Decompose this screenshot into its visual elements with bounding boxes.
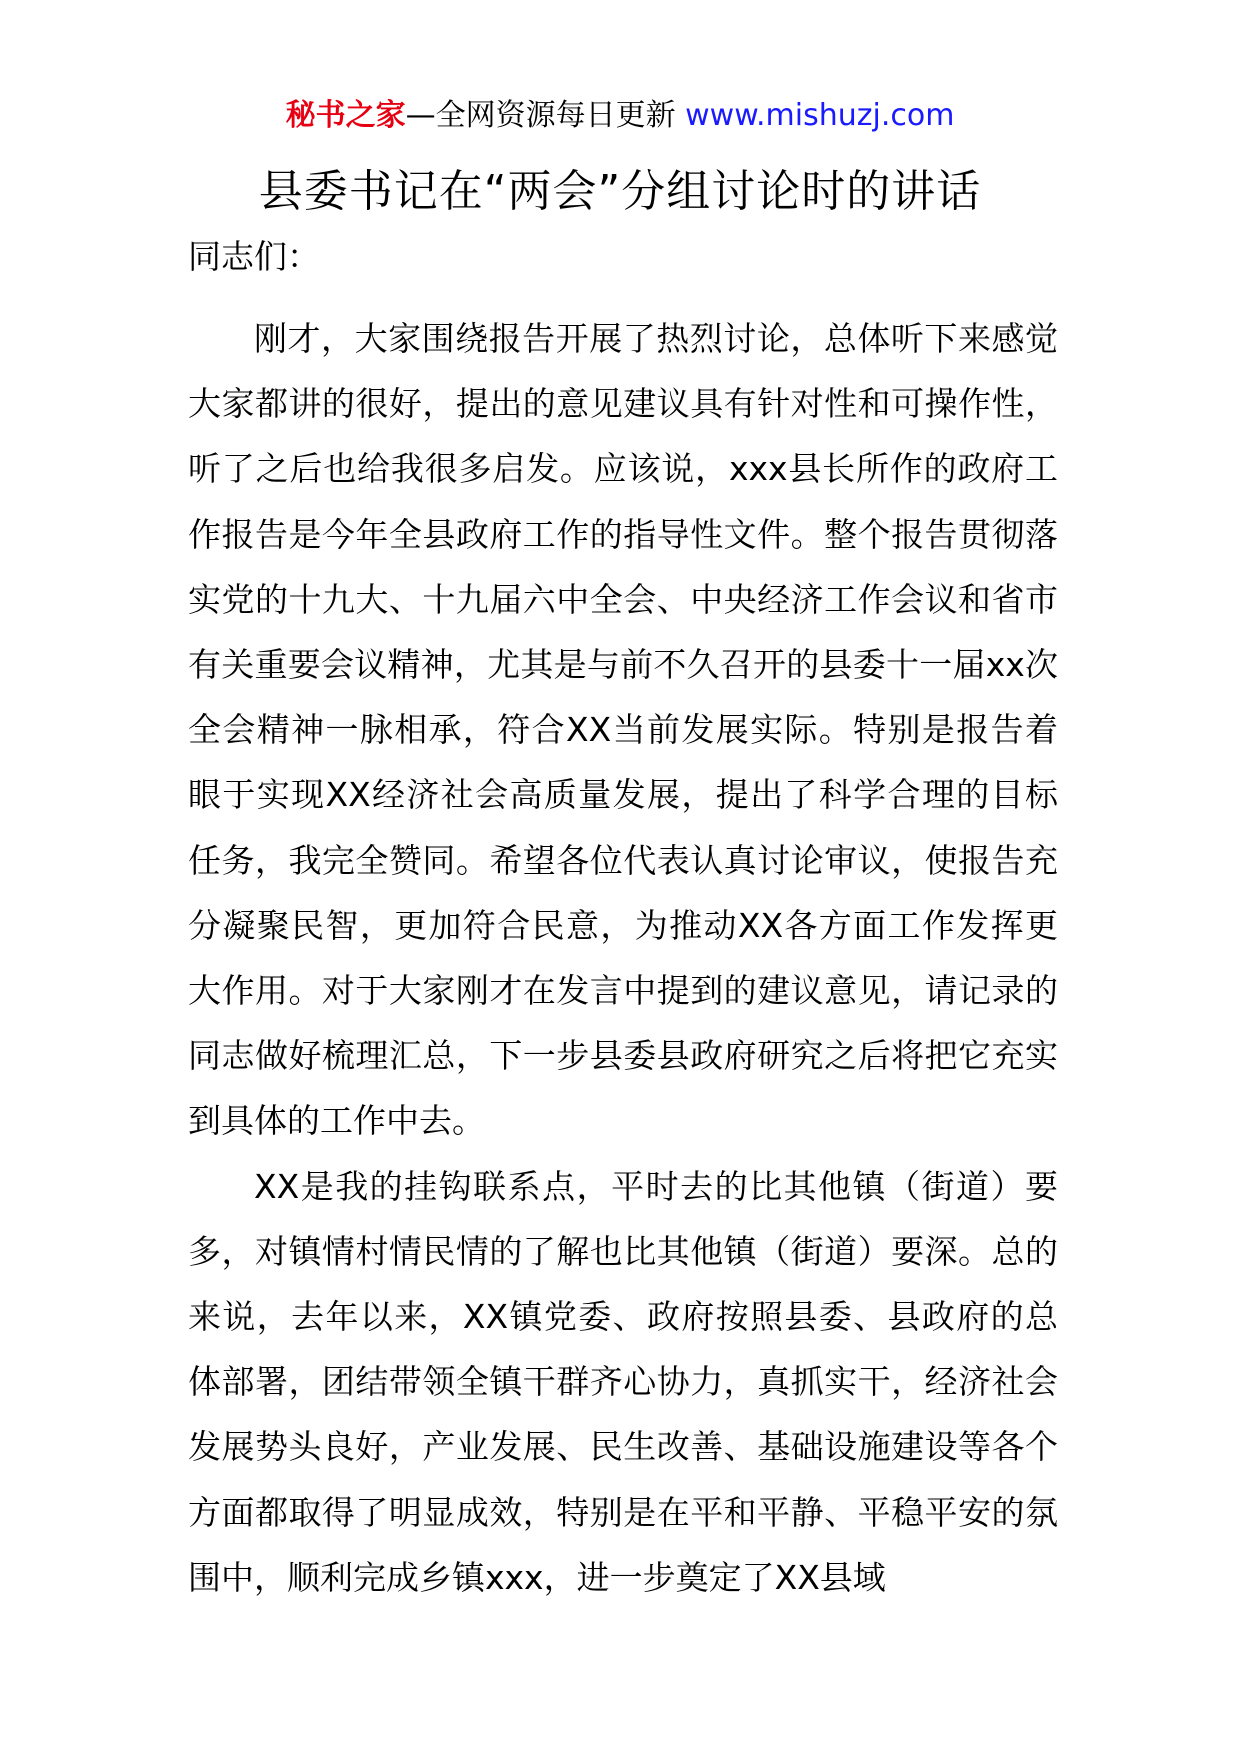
brand-name: 秘书之家: [285, 98, 406, 133]
site-url-link[interactable]: www.mishuzj.com: [685, 98, 955, 133]
paragraph: XX是我的挂钩联系点，平时去的比其他镇（街道）要多，对镇情村情民情的了解也比其他镇（街道）要深。总的来说，去年以来，XX镇党委、政府按照县委、县政府的总体部署，团结带领全镇干群齐心协力，真抓实干，经济社会发展势头良好，产业发展、民生改善、基础设施建设等各个方面都取得了明显成效，特别是在平和平静、平稳平安的氛围中，顺利完成乡镇xxx，进一步奠定了XX县域: [188, 1166, 1058, 1597]
document-title: 县委书记在“两会”分组讨论时的讲话: [258, 166, 982, 217]
document-body: [188, 232, 1058, 1610]
site-header: [0, 96, 1240, 136]
header-tagline: —全网资源每日更新: [405, 98, 676, 133]
paragraph: 刚才，大家围绕报告开展了热烈讨论，总体听下来感觉大家都讲的很好，提出的意见建议具有针对性和可操作性，听了之后也给我很多启发。应该说，xxx县长所作的政府工作报告是今年全县政府工作的指导性文件。整个报告贯彻落实党的十九大、十九届六中全会、中央经济工作会议和省市有关重要会议精神，尤其是与前不久召开的县委十一届xx次全会精神一脉相承，符合XX当前发展实际。特别是报告着眼于实现XX经济社会高质量发展，提出了科学合理的目标任务，我完全赞同。希望各位代表认真讨论审议，使报告充分凝聚民智，更加符合民意，为推动XX各方面工作发挥更大作用。对于大家刚才在发言中提到的建议意见，请记录的同志做好梳理汇总，下一步县委县政府研究之后将把它充实到具体的工作中去。: [188, 319, 1058, 1141]
salutation: 同志们：: [188, 237, 320, 276]
